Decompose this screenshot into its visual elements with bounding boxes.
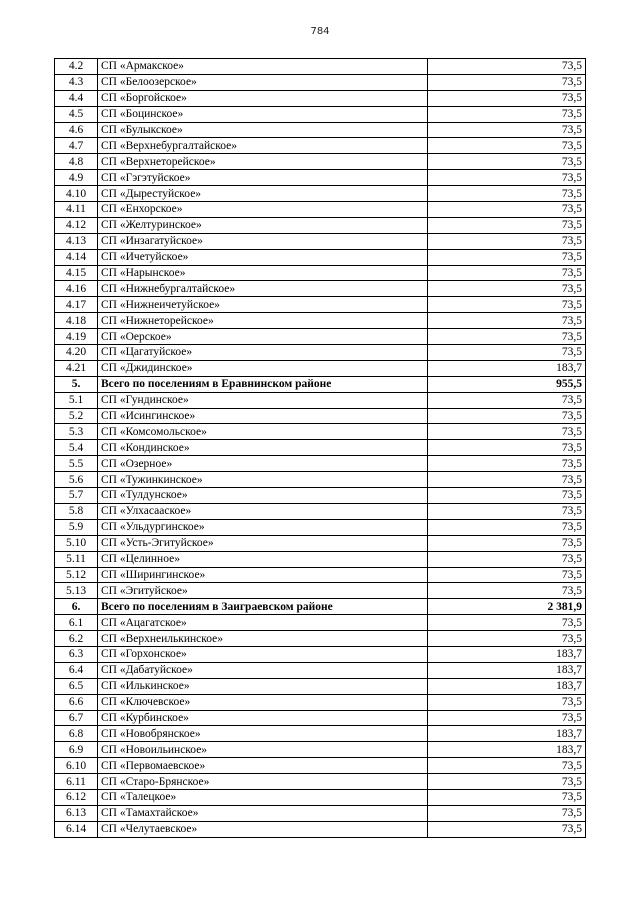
table-row xyxy=(55,313,586,329)
row-number-cell: 5. xyxy=(55,376,98,392)
amount-cell: 73,5 xyxy=(428,551,586,567)
amount-cell: 183,7 xyxy=(428,662,586,678)
row-number-cell: 4.17 xyxy=(55,297,98,313)
row-number-cell: 4.9 xyxy=(55,170,98,186)
table-row xyxy=(55,805,586,821)
amount-cell: 73,5 xyxy=(428,154,586,170)
row-number-cell: 4.10 xyxy=(55,186,98,202)
amount-cell: 73,5 xyxy=(428,424,586,440)
amount-cell: 73,5 xyxy=(428,186,586,202)
table-row xyxy=(55,360,586,376)
settlement-name-cell: СП «Талецкое» xyxy=(98,789,428,805)
row-number-cell: 4.14 xyxy=(55,249,98,265)
amount-cell: 73,5 xyxy=(428,789,586,805)
amount-cell: 955,5 xyxy=(428,376,586,392)
row-number-cell: 5.1 xyxy=(55,392,98,408)
amount-cell: 73,5 xyxy=(428,694,586,710)
amount-cell: 73,5 xyxy=(428,345,586,361)
settlement-name-cell: СП «Нижнебургалтайское» xyxy=(98,281,428,297)
amount-cell: 73,5 xyxy=(428,805,586,821)
settlement-name-cell: СП «Оерское» xyxy=(98,329,428,345)
row-number-cell: 4.2 xyxy=(55,59,98,75)
amount-cell: 73,5 xyxy=(428,710,586,726)
row-number-cell: 6. xyxy=(55,599,98,615)
settlement-name-cell: СП «Боцинское» xyxy=(98,106,428,122)
table-row xyxy=(55,345,586,361)
row-number-cell: 6.1 xyxy=(55,615,98,631)
row-number-cell: 4.6 xyxy=(55,122,98,138)
table-row xyxy=(55,106,586,122)
amount-cell: 73,5 xyxy=(428,519,586,535)
settlement-name-cell: СП «Нижнеичетуйское» xyxy=(98,297,428,313)
row-number-cell: 5.7 xyxy=(55,488,98,504)
amount-cell: 73,5 xyxy=(428,758,586,774)
table-row xyxy=(55,678,586,694)
table-row xyxy=(55,472,586,488)
amount-cell: 73,5 xyxy=(428,440,586,456)
settlement-name-cell: СП «Цагатуйское» xyxy=(98,345,428,361)
table-row xyxy=(55,726,586,742)
row-number-cell: 5.2 xyxy=(55,408,98,424)
table-row xyxy=(55,774,586,790)
settlement-name-cell: СП «Верхнеилькинское» xyxy=(98,631,428,647)
row-number-cell: 4.13 xyxy=(55,233,98,249)
amount-cell: 73,5 xyxy=(428,74,586,90)
settlement-name-cell: СП «Целинное» xyxy=(98,551,428,567)
row-number-cell: 5.11 xyxy=(55,551,98,567)
amount-cell: 73,5 xyxy=(428,567,586,583)
table-row xyxy=(55,503,586,519)
row-number-cell: 4.18 xyxy=(55,313,98,329)
amount-cell: 73,5 xyxy=(428,90,586,106)
settlement-name-cell: СП «Нарынское» xyxy=(98,265,428,281)
row-number-cell: 6.10 xyxy=(55,758,98,774)
settlement-name-cell: СП «Ширингинское» xyxy=(98,567,428,583)
row-number-cell: 6.4 xyxy=(55,662,98,678)
settlement-name-cell: СП «Армакское» xyxy=(98,59,428,75)
settlement-name-cell: СП «Эгитуйское» xyxy=(98,583,428,599)
settlement-name-cell: СП «Озерное» xyxy=(98,456,428,472)
table-row xyxy=(55,615,586,631)
row-number-cell: 4.5 xyxy=(55,106,98,122)
row-number-cell: 5.12 xyxy=(55,567,98,583)
settlement-name-cell: СП «Гундинское» xyxy=(98,392,428,408)
table-row xyxy=(55,90,586,106)
table-row xyxy=(55,59,586,75)
settlement-name-cell: СП «Булыкское» xyxy=(98,122,428,138)
amount-cell: 73,5 xyxy=(428,821,586,837)
amount-cell: 73,5 xyxy=(428,233,586,249)
table-row xyxy=(55,535,586,551)
amount-cell: 73,5 xyxy=(428,503,586,519)
settlement-name-cell: СП «Инзагатуйское» xyxy=(98,233,428,249)
amount-cell: 73,5 xyxy=(428,202,586,218)
table-row xyxy=(55,202,586,218)
settlement-name-cell: СП «Гэгэтуйское» xyxy=(98,170,428,186)
row-number-cell: 4.8 xyxy=(55,154,98,170)
settlement-name-cell: СП «Верхнебургалтайское» xyxy=(98,138,428,154)
settlement-name-cell: СП «Ключевское» xyxy=(98,694,428,710)
row-number-cell: 4.19 xyxy=(55,329,98,345)
row-number-cell: 6.14 xyxy=(55,821,98,837)
table-row xyxy=(55,456,586,472)
amount-cell: 73,5 xyxy=(428,456,586,472)
amount-cell: 73,5 xyxy=(428,297,586,313)
row-number-cell: 6.5 xyxy=(55,678,98,694)
amount-cell: 73,5 xyxy=(428,408,586,424)
table-row xyxy=(55,551,586,567)
table-row xyxy=(55,265,586,281)
amount-cell: 73,5 xyxy=(428,392,586,408)
settlement-name-cell: СП «Первомаевское» xyxy=(98,758,428,774)
amount-cell: 73,5 xyxy=(428,329,586,345)
row-number-cell: 4.11 xyxy=(55,202,98,218)
row-number-cell: 4.16 xyxy=(55,281,98,297)
row-number-cell: 6.13 xyxy=(55,805,98,821)
amount-cell: 73,5 xyxy=(428,59,586,75)
settlement-name-cell: Всего по поселениям в Еравнинском районе xyxy=(98,376,428,392)
settlement-name-cell: СП «Дабатуйское» xyxy=(98,662,428,678)
settlement-name-cell: СП «Ичетуйское» xyxy=(98,249,428,265)
row-number-cell: 4.15 xyxy=(55,265,98,281)
table-row xyxy=(55,122,586,138)
settlement-name-cell: СП «Джидинское» xyxy=(98,360,428,376)
table-row xyxy=(55,424,586,440)
row-number-cell: 6.7 xyxy=(55,710,98,726)
table-row xyxy=(55,631,586,647)
row-number-cell: 6.6 xyxy=(55,694,98,710)
table-row xyxy=(55,170,586,186)
settlement-name-cell: СП «Желтуринское» xyxy=(98,217,428,233)
table-row xyxy=(55,154,586,170)
row-number-cell: 4.4 xyxy=(55,90,98,106)
table-row xyxy=(55,519,586,535)
amount-cell: 183,7 xyxy=(428,742,586,758)
settlement-name-cell: СП «Курбинское» xyxy=(98,710,428,726)
row-number-cell: 4.3 xyxy=(55,74,98,90)
settlement-name-cell: СП «Новобрянское» xyxy=(98,726,428,742)
table-row xyxy=(55,742,586,758)
settlement-name-cell: СП «Ацагатское» xyxy=(98,615,428,631)
table-row xyxy=(55,646,586,662)
table-row xyxy=(55,233,586,249)
table-row xyxy=(55,249,586,265)
amount-cell: 73,5 xyxy=(428,774,586,790)
table-row xyxy=(55,488,586,504)
table-row xyxy=(55,408,586,424)
settlement-name-cell: СП «Горхонское» xyxy=(98,646,428,662)
table-row xyxy=(55,217,586,233)
row-number-cell: 4.20 xyxy=(55,345,98,361)
table-body xyxy=(55,59,586,838)
settlement-name-cell: СП «Нижнеторейское» xyxy=(98,313,428,329)
settlement-name-cell: СП «Исингинское» xyxy=(98,408,428,424)
row-number-cell: 4.12 xyxy=(55,217,98,233)
amount-cell: 73,5 xyxy=(428,217,586,233)
table-row xyxy=(55,710,586,726)
row-number-cell: 6.2 xyxy=(55,631,98,647)
settlement-name-cell: СП «Енхорское» xyxy=(98,202,428,218)
amount-cell: 73,5 xyxy=(428,170,586,186)
amount-cell: 73,5 xyxy=(428,265,586,281)
settlement-name-cell: СП «Кондинское» xyxy=(98,440,428,456)
table-row xyxy=(55,329,586,345)
page-number: 784 xyxy=(310,26,330,37)
settlement-name-cell: Всего по поселениям в Заиграевском районе xyxy=(98,599,428,615)
settlement-name-cell: СП «Белоозерское» xyxy=(98,74,428,90)
table-row xyxy=(55,186,586,202)
row-number-cell: 6.9 xyxy=(55,742,98,758)
settlement-name-cell: СП «Боргойское» xyxy=(98,90,428,106)
settlement-name-cell: СП «Челутаевское» xyxy=(98,821,428,837)
amount-cell: 73,5 xyxy=(428,535,586,551)
table-row xyxy=(55,789,586,805)
row-number-cell: 5.10 xyxy=(55,535,98,551)
settlement-name-cell: СП «Усть-Эгитуйское» xyxy=(98,535,428,551)
table-row xyxy=(55,567,586,583)
amount-cell: 183,7 xyxy=(428,360,586,376)
settlement-name-cell: СП «Старо-Брянское» xyxy=(98,774,428,790)
amount-cell: 73,5 xyxy=(428,106,586,122)
amount-cell: 183,7 xyxy=(428,726,586,742)
table-row-total xyxy=(55,376,586,392)
settlement-name-cell: СП «Комсомольское» xyxy=(98,424,428,440)
row-number-cell: 4.7 xyxy=(55,138,98,154)
row-number-cell: 5.9 xyxy=(55,519,98,535)
table-row xyxy=(55,281,586,297)
table-row xyxy=(55,138,586,154)
table-row xyxy=(55,440,586,456)
settlement-name-cell: СП «Тамахтайское» xyxy=(98,805,428,821)
amount-cell: 73,5 xyxy=(428,488,586,504)
row-number-cell: 5.6 xyxy=(55,472,98,488)
table-row-total xyxy=(55,599,586,615)
settlement-name-cell: СП «Новоильинское» xyxy=(98,742,428,758)
amount-cell: 73,5 xyxy=(428,615,586,631)
table-row xyxy=(55,694,586,710)
amount-cell: 183,7 xyxy=(428,678,586,694)
row-number-cell: 5.3 xyxy=(55,424,98,440)
amount-cell: 73,5 xyxy=(428,281,586,297)
amount-cell: 183,7 xyxy=(428,646,586,662)
amount-cell: 73,5 xyxy=(428,313,586,329)
table-row xyxy=(55,297,586,313)
amount-cell: 73,5 xyxy=(428,472,586,488)
table-row xyxy=(55,821,586,837)
row-number-cell: 6.3 xyxy=(55,646,98,662)
amount-cell: 73,5 xyxy=(428,122,586,138)
row-number-cell: 5.5 xyxy=(55,456,98,472)
amount-cell: 73,5 xyxy=(428,138,586,154)
row-number-cell: 5.8 xyxy=(55,503,98,519)
row-number-cell: 5.13 xyxy=(55,583,98,599)
amount-cell: 2 381,9 xyxy=(428,599,586,615)
table-row xyxy=(55,758,586,774)
settlement-name-cell: СП «Улхасаaское» xyxy=(98,503,428,519)
allocation-table xyxy=(54,58,586,838)
amount-cell: 73,5 xyxy=(428,583,586,599)
row-number-cell: 6.11 xyxy=(55,774,98,790)
settlement-name-cell: СП «Дырестуйское» xyxy=(98,186,428,202)
settlement-name-cell: СП «Тужинкинское» xyxy=(98,472,428,488)
table-row xyxy=(55,392,586,408)
amount-cell: 73,5 xyxy=(428,631,586,647)
settlement-name-cell: СП «Верхнеторейское» xyxy=(98,154,428,170)
settlement-name-cell: СП «Илькинское» xyxy=(98,678,428,694)
amount-cell: 73,5 xyxy=(428,249,586,265)
table-row xyxy=(55,583,586,599)
row-number-cell: 6.8 xyxy=(55,726,98,742)
table-row xyxy=(55,662,586,678)
row-number-cell: 4.21 xyxy=(55,360,98,376)
settlement-name-cell: СП «Тулдунское» xyxy=(98,488,428,504)
row-number-cell: 6.12 xyxy=(55,789,98,805)
row-number-cell: 5.4 xyxy=(55,440,98,456)
table-row xyxy=(55,74,586,90)
settlement-name-cell: СП «Ульдургинское» xyxy=(98,519,428,535)
